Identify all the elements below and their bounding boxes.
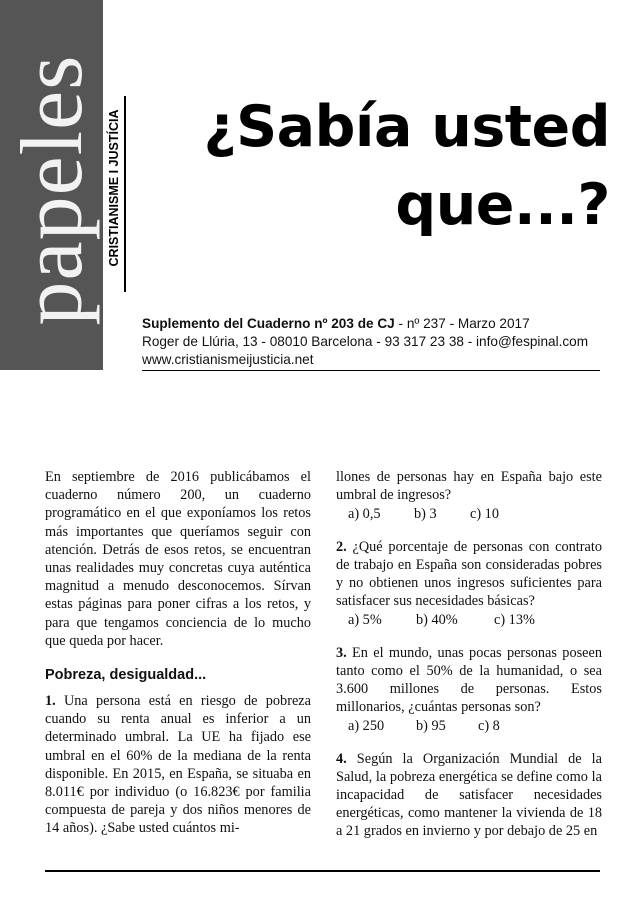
footer-rule <box>45 870 600 872</box>
brand-vertical <box>104 88 124 288</box>
answer-options <box>348 611 602 629</box>
issue-label: - nº 237 - Marzo 2017 <box>394 316 530 331</box>
address-line: Roger de Llúria, 13 - 08010 Barcelona - 93 317 23 38 - info@fespinal.com <box>142 334 589 349</box>
pubinfo-line-1 <box>142 315 612 333</box>
intro-paragraph: En septiembre de 2016 publicábamos el cuaderno número 200, un cuaderno programático en el que exponíamos los retos más importantes que queríamos seguir con atención. Detrás de esos retos, se encuentran unas realidades muy concretas cuya auténtica magnitud a menudo desconocemos. Sírvan estas páginas para poner cifras a los retos, y para que tengamos conciencia de lo mucho que queda por hacer. <box>45 469 311 649</box>
website-line: www.cristianismeijusticia.net <box>142 352 314 367</box>
option-a: a) 0,5 <box>348 506 381 523</box>
answer-options <box>348 505 602 523</box>
question-text: Una persona está en riesgo de pobreza cuando su renta anual es inferior a un determinado umbral. La UE ha fijado ese umbral en el 60% de la mediana de la renta disponible. En 2015, en España, se situaba en 8.011€ por individuo (o 16.823€ por familia compuesta de pareja y dos niños menores de 14 años). ¿Sabe usted cuántos mi- <box>45 693 311 837</box>
question-number: 1. <box>45 693 56 710</box>
question-number: 4. <box>336 750 347 767</box>
option-b: b) 3 <box>414 506 437 523</box>
option-c: c) 13% <box>494 612 535 629</box>
option-c: c) 8 <box>478 718 500 735</box>
publication-info <box>142 315 612 369</box>
page-title: ¿Sabía usted que...? <box>203 94 610 238</box>
brand-name: CRISTIANISME I JUSTÍCIA <box>107 109 121 267</box>
papeles-logo: papeles <box>4 54 101 326</box>
question-4 <box>336 750 602 841</box>
question-text: ¿Qué porcentaje de personas con contrato de trabajo en España son consideradas pobres y no obtienen unos ingresos suficientes para satisfacer sus necesidades básicas? <box>336 538 602 610</box>
left-column <box>45 468 311 838</box>
option-b: b) 95 <box>416 718 446 735</box>
option-c: c) 10 <box>470 506 499 523</box>
question-3 <box>336 644 602 736</box>
vertical-divider <box>124 96 126 292</box>
option-b: b) 40% <box>416 612 458 629</box>
answer-options <box>348 717 602 735</box>
question-number: 2. <box>336 538 347 555</box>
question-text: Según la Organización Mundial de la Salud, la pobreza energética se define como la incapacidad de satisfacer necesidades energéticas, como mantener la vivienda de 18 a 21 grados en invierno y por debajo de 25 en <box>336 750 602 840</box>
question-1 <box>45 692 311 838</box>
section-title: Pobreza, desigualdad... <box>45 667 207 684</box>
question-2 <box>336 538 602 630</box>
supplement-label: Suplemento del Cuaderno nº 203 de CJ <box>142 316 395 331</box>
option-a: a) 5% <box>348 612 382 629</box>
question-number: 3. <box>336 644 347 661</box>
masthead-band <box>0 0 103 370</box>
question-1-continued <box>336 468 602 524</box>
option-a: a) 250 <box>348 718 385 735</box>
question-text: En el mundo, unas pocas personas poseen tanto como el 50% de la humanidad, o sea 3.600 millones de personas. Estos millonarios, ¿cuántas personas son? <box>336 644 602 716</box>
right-column <box>336 468 602 855</box>
header-rule <box>142 370 600 371</box>
question-text: llones de personas hay en España bajo este umbral de ingresos? <box>336 469 602 504</box>
